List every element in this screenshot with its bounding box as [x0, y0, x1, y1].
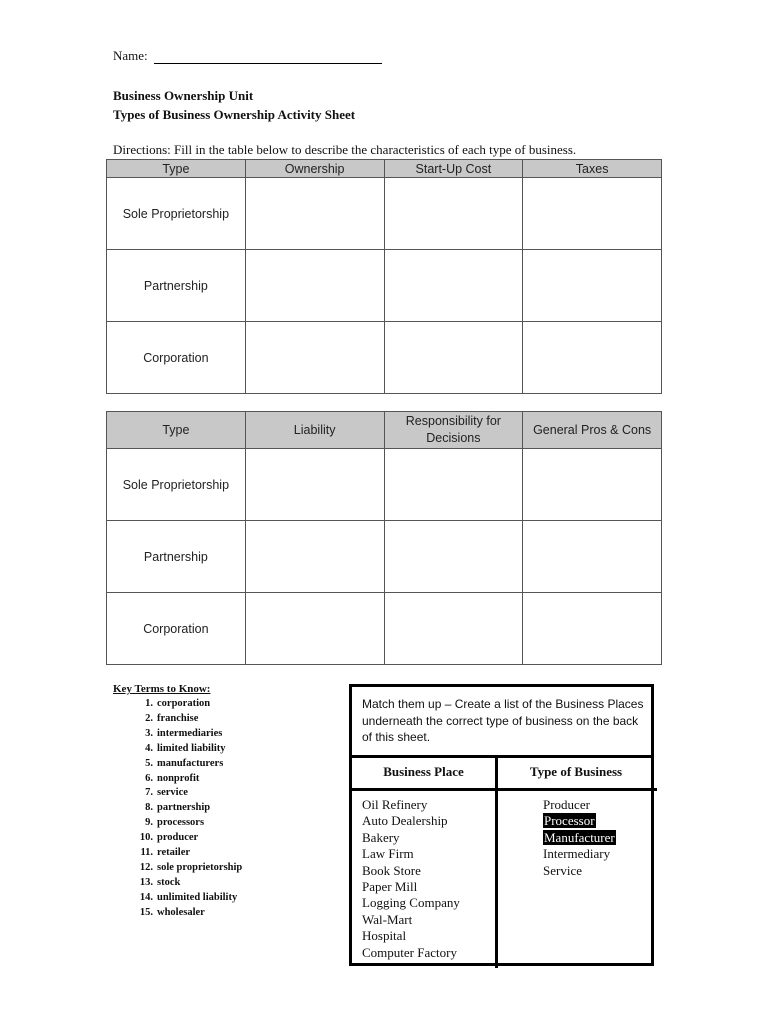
- table-cell[interactable]: [384, 593, 523, 665]
- header-responsibility: Responsibility for Decisions: [384, 412, 523, 449]
- table-cell[interactable]: [245, 250, 384, 322]
- table-cell[interactable]: [523, 449, 662, 521]
- type-of-business-header: Type of Business: [529, 764, 623, 779]
- list-item: Hospital: [362, 928, 407, 944]
- list-item: Logging Company: [362, 895, 460, 911]
- characteristics-table-1: [106, 159, 662, 394]
- table-cell[interactable]: [523, 178, 662, 250]
- table-cell[interactable]: [384, 178, 523, 250]
- list-item: Oil Refinery: [362, 797, 428, 812]
- list-item: 7. service: [145, 787, 188, 799]
- table-cell[interactable]: [523, 250, 662, 322]
- list-item: Intermediary: [543, 846, 611, 862]
- table-row: [107, 593, 662, 665]
- table-row: [107, 250, 662, 322]
- sheet-title: Types of Business Ownership Activity Sheet: [113, 107, 356, 122]
- header-taxes: Taxes: [523, 160, 662, 178]
- table-header-row: [107, 412, 662, 449]
- name-label: Name:: [113, 48, 148, 63]
- table-row: [107, 449, 662, 521]
- list-item: Service: [543, 862, 582, 878]
- list-item: 12. sole proprietorship: [139, 861, 243, 873]
- list-item: 11. retailer: [140, 847, 191, 859]
- list-item: Paper Mill: [362, 879, 418, 895]
- header-liability: Liability: [245, 412, 384, 449]
- divider: [349, 755, 654, 758]
- row-type-label: Partnership: [107, 250, 246, 322]
- list-item: 10. producer: [139, 832, 199, 844]
- row-type-label: Corporation: [107, 593, 246, 665]
- table-cell[interactable]: [245, 178, 384, 250]
- table-cell[interactable]: [523, 521, 662, 593]
- row-type-label: Partnership: [107, 521, 246, 593]
- name-input-line[interactable]: [154, 49, 382, 64]
- header-ownership: Ownership: [245, 160, 384, 178]
- table-cell[interactable]: [523, 593, 662, 665]
- characteristics-table-2: [106, 411, 662, 665]
- list-item: 6. nonprofit: [145, 772, 200, 784]
- directions-text: Directions: Fill in the table below to describe the characteristics of each type of business.: [113, 142, 577, 157]
- list-item: Law Firm: [362, 846, 414, 862]
- list-item: [543, 813, 616, 829]
- divider: [349, 788, 657, 791]
- table-cell[interactable]: [384, 521, 523, 593]
- list-item: 8. partnership: [145, 802, 211, 814]
- table-cell[interactable]: [384, 250, 523, 322]
- list-item: 3. intermediaries: [145, 727, 223, 739]
- business-place-header: Business Place: [383, 764, 464, 779]
- column-divider: [495, 755, 498, 968]
- business-place-list: [362, 797, 460, 961]
- table-row: [107, 178, 662, 250]
- match-instructions: Match them up – Create a list of the Business Places underneath the correct type of business on the back of this sheet.: [362, 697, 644, 744]
- table-cell[interactable]: [245, 593, 384, 665]
- list-item: Bakery: [362, 829, 400, 845]
- list-item: Auto Dealership: [362, 813, 448, 829]
- table-cell[interactable]: [245, 322, 384, 394]
- table-cell[interactable]: [523, 322, 662, 394]
- list-item: 4. limited liability: [145, 742, 226, 754]
- name-row: [113, 48, 382, 64]
- table-row: [107, 521, 662, 593]
- header-type: Type: [107, 412, 246, 449]
- list-item: 13. stock: [139, 876, 181, 888]
- table-cell[interactable]: [245, 449, 384, 521]
- key-terms-title: Key Terms to Know:: [113, 683, 211, 695]
- table-cell[interactable]: [245, 521, 384, 593]
- header-type: Type: [107, 160, 246, 178]
- list-item: Producer: [543, 797, 590, 812]
- list-item: Wal-Mart: [362, 911, 413, 927]
- list-item: 15. wholesaler: [139, 906, 205, 918]
- highlighted-type: Processor: [544, 813, 595, 829]
- table-row: [107, 322, 662, 394]
- key-terms-list: [113, 697, 242, 921]
- table-header-row: [107, 160, 662, 178]
- table-cell[interactable]: [384, 322, 523, 394]
- row-type-label: Sole Proprietorship: [107, 178, 246, 250]
- list-item: 9. processors: [145, 817, 205, 829]
- table-cell[interactable]: [384, 449, 523, 521]
- list-item: 5. manufacturers: [145, 757, 224, 769]
- list-item: 1. corporation: [145, 698, 211, 709]
- list-item: Book Store: [362, 862, 421, 878]
- header-startup-cost: Start-Up Cost: [384, 160, 523, 178]
- row-type-label: Sole Proprietorship: [107, 449, 246, 521]
- list-item: 14. unlimited liability: [139, 891, 238, 903]
- list-item: 2. franchise: [145, 712, 199, 724]
- unit-title: Business Ownership Unit: [113, 88, 254, 103]
- row-type-label: Corporation: [107, 322, 246, 394]
- business-type-list: [543, 797, 616, 879]
- header-pros-cons: General Pros & Cons: [523, 412, 662, 449]
- highlighted-type: Manufacturer: [544, 829, 615, 845]
- list-item: [543, 830, 616, 846]
- list-item: Computer Factory: [362, 944, 457, 960]
